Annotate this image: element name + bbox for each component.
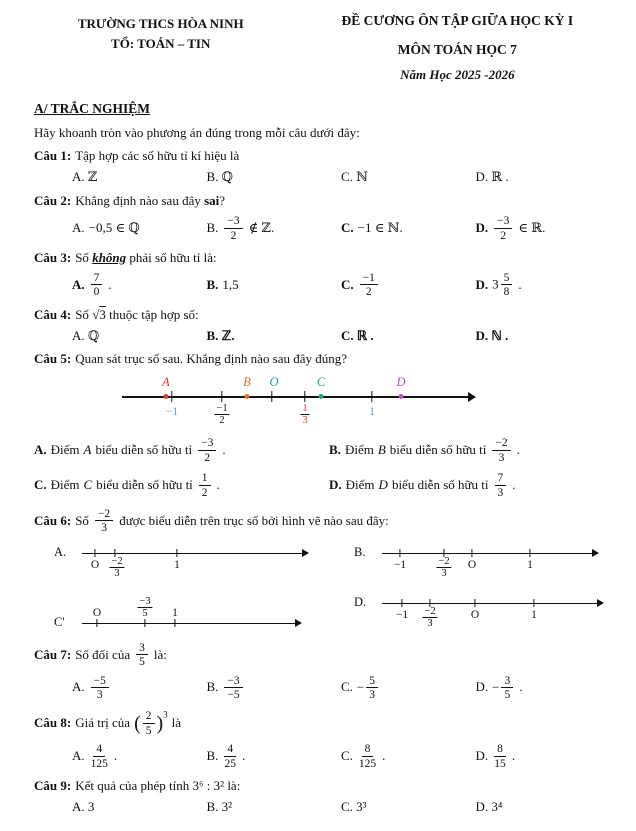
- option-c-text: −1 ∈ ℕ.: [357, 220, 403, 236]
- option-c-tail: .: [382, 748, 386, 764]
- numerator: 3: [501, 675, 513, 688]
- option-b: [207, 214, 342, 243]
- denominator: 125: [358, 757, 377, 770]
- option-b-label: B.: [206, 748, 219, 764]
- figure-A: [54, 544, 354, 584]
- denominator: 5: [145, 724, 152, 737]
- denominator: 125: [90, 757, 108, 770]
- tick: [371, 391, 372, 402]
- document-title: ĐỀ CƯƠNG ÔN TẬP GIỮA HỌC KỲ I: [341, 13, 574, 28]
- question-6-figures: [34, 544, 610, 634]
- question-8-text-pre: Giá trị của: [75, 715, 131, 731]
- question-4: [34, 307, 610, 345]
- option-b-tail: ∉ ℤ.: [248, 220, 275, 236]
- fraction: [199, 472, 211, 499]
- numerator: −1: [216, 403, 228, 415]
- tick: [533, 599, 534, 607]
- fraction: [359, 743, 376, 770]
- option-b-text: 1,5: [222, 276, 239, 292]
- question-1-options: [34, 169, 610, 186]
- numerator: −2: [424, 605, 436, 617]
- axis-arrow-right-icon: [468, 392, 476, 402]
- option-c: C. ℕ: [341, 169, 369, 185]
- option-b-label: B.: [206, 276, 219, 292]
- origin-label: O: [470, 608, 480, 621]
- question-2-head: [34, 193, 610, 210]
- option-d-label: D.: [475, 748, 489, 764]
- option-b: [207, 742, 342, 771]
- option-c-label: C.: [341, 276, 354, 292]
- option-a-text: −0,5 ∈ ℚ: [88, 220, 140, 236]
- point-name: D: [378, 477, 388, 493]
- figure-B-label: B.: [354, 544, 366, 559]
- question-5-label: Câu 5:: [34, 351, 72, 367]
- document-header: [34, 12, 610, 84]
- figure-C: [54, 594, 354, 634]
- point-C-dot: [319, 394, 324, 399]
- tick-label-minus1: −1: [165, 406, 179, 419]
- tick: [271, 391, 272, 402]
- numerator: 4: [93, 743, 105, 756]
- q5-number-line: [122, 376, 474, 426]
- school-name: TRƯỜNG THCS HÒA NINH: [77, 16, 244, 31]
- numerator: 7: [495, 472, 507, 485]
- numerator: −3: [494, 215, 512, 228]
- point-B-dot: [245, 394, 250, 399]
- tick: [471, 549, 472, 557]
- fraction: [95, 508, 113, 535]
- option-b-tail: .: [242, 748, 246, 764]
- option-text-mid: biểu diễn số hữu tỉ: [391, 477, 489, 493]
- option-c: C. 3³: [341, 798, 367, 814]
- fraction: [224, 215, 242, 242]
- axis: [382, 553, 593, 554]
- option-d: [476, 271, 611, 300]
- question-3-text-pre: Số: [75, 249, 89, 265]
- question-9-label: Câu 9:: [34, 777, 72, 793]
- fraction: [492, 437, 510, 464]
- option-a: [72, 220, 207, 237]
- denominator: 2: [230, 229, 237, 242]
- point-name: A: [83, 442, 92, 458]
- question-8-text-post: là: [171, 715, 182, 731]
- fraction: [91, 272, 103, 299]
- numerator: −1: [360, 272, 378, 285]
- origin-O-label: O: [269, 375, 279, 390]
- axis-arrow-right-icon: [592, 549, 599, 557]
- denominator: 0: [93, 286, 100, 299]
- question-6-text-post: được biểu diễn trên trục số bởi hình vẽ nào sau đây:: [119, 512, 389, 528]
- whole-part: 3: [492, 276, 499, 292]
- option-a: [72, 271, 207, 300]
- axis: [382, 603, 598, 604]
- option-c: [341, 220, 476, 237]
- point-name: B: [377, 442, 386, 458]
- tick: [176, 549, 177, 557]
- tick-fraction-minus-half: [214, 403, 229, 426]
- negative-fraction: [492, 674, 515, 703]
- option-d-label: D.: [475, 220, 489, 236]
- option-b-label: B.: [329, 442, 341, 458]
- question-2: [34, 193, 610, 243]
- question-5-text: Quan sát trục số sau. Khẳng định nào sau đây đúng?: [75, 351, 348, 367]
- option-text-mid: biểu diễn số hữu tỉ: [96, 477, 193, 493]
- denominator: 5: [504, 688, 511, 701]
- fraction: [198, 437, 216, 464]
- fraction: [143, 710, 155, 737]
- question-7-text-post: là:: [153, 646, 167, 662]
- origin-label: O: [467, 558, 477, 571]
- denominator: 8: [503, 286, 510, 299]
- option-tail: .: [516, 442, 520, 458]
- option-d: [476, 214, 611, 243]
- numerator: −3: [139, 595, 151, 607]
- tick-label-1: 1: [369, 406, 375, 419]
- axis-arrow-right-icon: [295, 619, 302, 627]
- tick: [221, 391, 222, 402]
- question-2-text-bold: sai: [204, 193, 220, 209]
- fraction: [501, 675, 513, 702]
- question-4-text-pre: Số: [75, 306, 89, 322]
- option-a-label: A.: [72, 748, 85, 764]
- minus-sign: −: [492, 678, 500, 694]
- numerator: −5: [91, 675, 109, 688]
- figure-C-label: C': [54, 614, 65, 629]
- numerator: −3: [224, 215, 242, 228]
- option-text-mid: biểu diễn số hữu tỉ: [389, 442, 487, 458]
- option-d-tail: .: [518, 276, 522, 292]
- numerator: 7: [91, 272, 103, 285]
- radicand: 3: [99, 306, 106, 322]
- figure-B: [354, 544, 610, 584]
- fraction: [501, 272, 513, 299]
- denominator: 5: [139, 656, 145, 669]
- question-3-options: [34, 271, 610, 300]
- axis-arrow-right-icon: [597, 599, 604, 607]
- numerator: −2: [95, 508, 113, 521]
- denominator: 3: [369, 688, 376, 701]
- option-a: [34, 436, 329, 465]
- document-subtitle: MÔN TOÁN HỌC 7: [397, 41, 517, 57]
- question-4-head: [34, 307, 610, 324]
- question-9-text: Kết quả của phép tính 3⁶ : 3² là:: [75, 777, 241, 793]
- tick-fraction-third: [300, 403, 309, 426]
- question-1-head: [34, 148, 610, 165]
- question-7-options: [34, 674, 610, 703]
- question-2-options: [34, 214, 610, 243]
- left-paren: (: [134, 712, 141, 735]
- minus-sign: −: [356, 678, 365, 694]
- minus1-label: −1: [395, 608, 409, 621]
- question-4-text-post: thuộc tập hợp số:: [109, 306, 199, 322]
- option-c-label: C.: [341, 220, 354, 236]
- option-c-label: C.: [341, 679, 353, 695]
- tick: [529, 549, 530, 557]
- option-c: C. ℝ .: [341, 327, 374, 343]
- question-3: [34, 250, 610, 300]
- option-d: D. ℝ .: [475, 169, 509, 185]
- right-paren: ): [156, 712, 164, 735]
- option-c: [34, 471, 329, 500]
- numerator: −3: [198, 437, 216, 450]
- fraction-label: [137, 596, 152, 619]
- figure-A-number-line: [82, 544, 307, 584]
- option-b: [329, 436, 610, 465]
- option-tail: .: [216, 477, 220, 493]
- denominator: 3: [101, 522, 107, 535]
- figure-A-label: A.: [54, 544, 67, 559]
- department-name: TỔ: TOÁN – TIN: [111, 35, 211, 51]
- radical-sign: √: [92, 306, 100, 322]
- question-1: [34, 148, 610, 186]
- title-block: [305, 12, 610, 84]
- option-c-label: C.: [341, 748, 353, 764]
- option-d: [476, 674, 611, 703]
- numerator: 8: [494, 743, 506, 756]
- fraction: [360, 272, 378, 299]
- option-a: [72, 742, 207, 771]
- question-9: [34, 778, 610, 816]
- question-8-label: Câu 8:: [34, 715, 72, 731]
- option-a-label: A.: [72, 679, 85, 695]
- question-2-label: Câu 2:: [34, 193, 72, 209]
- numerator: 3: [136, 642, 148, 655]
- option-b: [207, 277, 342, 294]
- option-a: [72, 674, 207, 703]
- option-a-tail: .: [108, 276, 112, 292]
- denominator: −5: [227, 688, 240, 701]
- figure-B-number-line: [382, 544, 597, 584]
- question-6: [34, 507, 610, 634]
- option-c: [341, 742, 476, 771]
- denominator: 2: [219, 415, 225, 427]
- option-tail: .: [222, 442, 226, 458]
- question-5: [34, 351, 610, 500]
- question-3-label: Câu 3:: [34, 249, 72, 265]
- point-C-label: C: [316, 375, 326, 390]
- tick: [399, 549, 400, 557]
- fraction-label: [422, 606, 437, 629]
- numerator: −2: [438, 555, 450, 567]
- option-text-pre: Điểm: [50, 442, 80, 458]
- figure-D-label: D.: [354, 594, 367, 609]
- option-a: A. ℤ: [72, 169, 98, 185]
- denominator: 25: [224, 757, 237, 770]
- option-d-label: D.: [475, 276, 489, 292]
- option-b: [207, 674, 342, 703]
- question-8-options: [34, 742, 610, 771]
- denominator: 3: [114, 567, 120, 579]
- option-a: A. 3: [72, 798, 95, 814]
- denominator: 3: [498, 451, 505, 464]
- option-text-pre: Điểm: [50, 477, 80, 493]
- fraction: [366, 675, 378, 702]
- question-7-text-pre: Số đối của: [75, 646, 131, 662]
- option-d-tail: .: [519, 679, 523, 695]
- origin-label: O: [90, 558, 100, 571]
- option-text-pre: Điểm: [344, 442, 374, 458]
- option-b: B. 3²: [206, 798, 233, 814]
- option-c-label: C.: [34, 477, 47, 493]
- option-d-tail: ∈ ℝ.: [518, 220, 546, 236]
- point-A-dot: [164, 394, 169, 399]
- fraction: [494, 215, 512, 242]
- point-A-label: A: [162, 375, 170, 390]
- question-9-options: [34, 799, 610, 816]
- numerator: 5: [501, 272, 513, 285]
- power-expression: [134, 709, 168, 738]
- question-6-text-pre: Số: [75, 512, 89, 528]
- point-D-label: D: [396, 375, 406, 390]
- option-d: D. 3⁴: [475, 798, 503, 814]
- question-5-head: [34, 351, 610, 368]
- question-4-options: [34, 328, 610, 345]
- numerator: 8: [362, 743, 374, 756]
- option-d-label: D.: [475, 679, 489, 695]
- origin-label: O: [92, 606, 102, 619]
- fraction: [224, 743, 236, 770]
- option-c: [341, 271, 476, 300]
- question-3-head: [34, 250, 610, 267]
- point-name: C: [83, 477, 93, 493]
- option-d: [476, 742, 611, 771]
- denominator: 2: [204, 451, 211, 464]
- question-2-text-pre: Khẳng định nào sau đây: [75, 193, 201, 209]
- question-9-head: [34, 778, 610, 795]
- option-d-label: D.: [329, 477, 342, 493]
- question-7-head: [34, 641, 610, 670]
- option-a-label: A.: [72, 220, 85, 236]
- option-c: [341, 674, 476, 703]
- question-7-label: Câu 7:: [34, 646, 72, 662]
- radical: [92, 307, 106, 322]
- school-block: [34, 12, 287, 84]
- question-3-text: [75, 250, 216, 267]
- question-7: [34, 641, 610, 703]
- fraction-label: [436, 556, 451, 579]
- negative-fraction: [357, 674, 380, 703]
- numerator: 1: [302, 403, 308, 415]
- one-label: 1: [174, 558, 180, 571]
- question-8-head: [34, 709, 610, 738]
- figure-D: [354, 594, 610, 634]
- figure-C-number-line: [82, 594, 300, 634]
- denominator: 15: [494, 757, 506, 770]
- fraction: [495, 472, 507, 499]
- axis: [82, 623, 296, 624]
- option-tail: .: [512, 477, 516, 493]
- fraction: [224, 675, 242, 702]
- option-b-label: B.: [206, 679, 219, 695]
- denominator: 3: [441, 567, 447, 579]
- axis-arrow-right-icon: [302, 549, 309, 557]
- numerator: 4: [224, 743, 236, 756]
- numerator: −2: [111, 555, 123, 567]
- numerator: 1: [199, 472, 211, 485]
- number-line-axis: [122, 396, 470, 398]
- option-b: B. ℚ: [206, 169, 233, 185]
- fraction-label: [109, 556, 124, 579]
- question-1-text: Tập hợp các số hữu tỉ kí hiệu là: [75, 148, 240, 164]
- option-a-label: A.: [34, 442, 47, 458]
- point-D-dot: [399, 394, 404, 399]
- numerator: −2: [492, 437, 510, 450]
- denominator: 2: [201, 486, 208, 499]
- option-text-pre: Điểm: [345, 477, 375, 493]
- question-5-options: [34, 436, 610, 500]
- option-d: [329, 471, 610, 500]
- minus1-label: −1: [393, 558, 407, 571]
- denominator: 3: [96, 688, 103, 701]
- denominator: 2: [500, 229, 507, 242]
- tick: [171, 391, 172, 402]
- one-label: 1: [531, 608, 537, 621]
- fraction: [494, 743, 506, 770]
- tick: [401, 599, 402, 607]
- option-text-mid: biểu diễn số hữu tỉ: [95, 442, 193, 458]
- numerator: −3: [224, 675, 242, 688]
- option-a-tail: .: [113, 748, 118, 764]
- question-2-text-post: ?: [219, 193, 226, 209]
- tick: [474, 599, 475, 607]
- tick: [304, 391, 305, 402]
- question-4-text: [75, 307, 198, 324]
- option-b-label: B.: [206, 220, 219, 236]
- one-label: 1: [527, 558, 533, 571]
- option-d: D. ℕ .: [475, 327, 509, 343]
- numerator: 5: [366, 675, 378, 688]
- point-B-label: B: [243, 375, 251, 390]
- denominator: 3: [497, 486, 504, 499]
- denominator: 3: [427, 617, 433, 629]
- numerator: 2: [143, 710, 155, 723]
- denominator: 5: [142, 607, 148, 619]
- tick: [144, 619, 145, 627]
- denominator: 3: [302, 415, 308, 427]
- option-a-label: A.: [72, 276, 85, 292]
- tick: [94, 549, 95, 557]
- option-d-tail: .: [511, 748, 516, 764]
- fraction: [136, 642, 148, 669]
- question-1-label: Câu 1:: [34, 148, 72, 164]
- fraction: [91, 675, 109, 702]
- question-2-text: [75, 193, 225, 210]
- question-3-text-underlined: không: [92, 249, 127, 265]
- question-6-label: Câu 6:: [34, 512, 72, 528]
- option-a: A. ℚ: [72, 327, 100, 343]
- mixed-number: [492, 271, 514, 300]
- school-year: Năm Học 2025 -2026: [400, 67, 515, 83]
- question-4-label: Câu 4:: [34, 306, 72, 322]
- instruction-text: Hãy khoanh tròn vào phương án đúng trong mỗi câu dưới đây:: [34, 124, 360, 140]
- fraction: [91, 743, 108, 770]
- one-label: 1: [172, 606, 178, 619]
- exponent: 3: [163, 709, 168, 720]
- question-3-text-post: phải số hữu tỉ là:: [129, 249, 217, 265]
- section-heading: A/ TRẮC NGHIỆM: [34, 100, 151, 116]
- option-b: B. ℤ.: [206, 327, 235, 343]
- figure-D-number-line: [382, 594, 602, 634]
- denominator: 2: [365, 286, 372, 299]
- question-8: [34, 709, 610, 771]
- question-6-head: [34, 507, 610, 536]
